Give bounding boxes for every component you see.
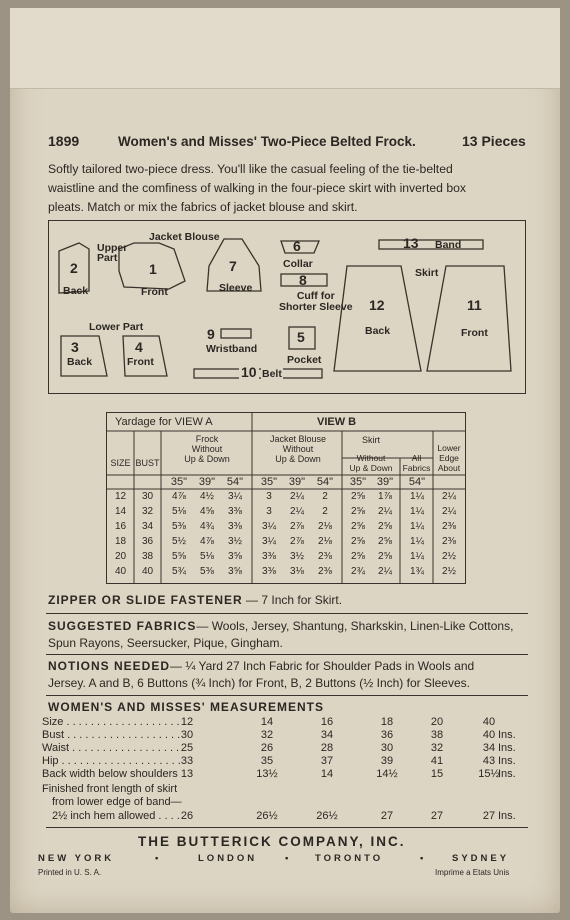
- piece-number: 3: [71, 339, 79, 355]
- yardage-cell: 3½: [228, 536, 242, 547]
- measure-unit: Ins.: [498, 729, 516, 741]
- measure-value: 40: [482, 716, 496, 728]
- zipper-text: — 7 Inch for Skirt.: [246, 593, 343, 607]
- yardage-cell: 3⅝: [228, 566, 242, 577]
- notions-text: Jersey. A and B, 6 Buttons (¾ Inch) for Front, B, 2 Buttons (½ Inch) for Sleeves.: [48, 676, 470, 690]
- yardage-cell: 5⅝: [172, 551, 186, 562]
- measure-value: 32: [430, 742, 444, 754]
- length-value: 27: [430, 810, 444, 822]
- measure-label: 2½ inch hem allowed . . . .: [52, 810, 180, 822]
- measure-label: from lower edge of band—: [52, 796, 182, 808]
- yardage-cell: 40: [141, 566, 154, 577]
- measure-label: Waist . . . . . . . . . . . . . . . . . .: [42, 742, 180, 754]
- yardage-view-b: VIEW B: [317, 416, 357, 428]
- description-line: pleats. Match or mix the fabrics of jacket blouse and skirt.: [48, 200, 358, 214]
- measure-value: 34: [482, 742, 496, 754]
- fabrics-text: Spun Rayons, Seersucker, Pique, Gingham.: [48, 636, 283, 650]
- measure-label: Size . . . . . . . . . . . . . . . . . . .: [42, 716, 180, 728]
- yardage-cell: 2: [322, 506, 328, 517]
- printed-note: Printed in U. S. A.: [38, 868, 102, 877]
- width-all: 54": [408, 476, 426, 488]
- bullet: •: [420, 853, 427, 864]
- fabrics-text: — Wools, Jersey, Shantung, Sharkskin, Linen-Like Cottons,: [196, 619, 514, 633]
- length-unit: Ins.: [498, 810, 516, 822]
- yardage-cell: 5⅜: [200, 566, 214, 577]
- piece-number: 11: [467, 297, 482, 313]
- measure-value: 14: [320, 768, 334, 780]
- measure-value: 34: [320, 729, 334, 741]
- yardage-cell: 2⅝: [378, 536, 392, 547]
- yardage-cell: 36: [141, 536, 154, 547]
- yardage-cell: 2⅞: [290, 536, 304, 547]
- pieces-count: 13 Pieces: [462, 133, 526, 149]
- col-size: SIZE: [110, 458, 131, 468]
- yardage-cell: 1¼: [410, 491, 424, 502]
- yardage-cell: 2⅝: [351, 536, 365, 547]
- zipper-section: [48, 592, 528, 609]
- yardage-cell: 12: [114, 491, 127, 502]
- yardage-cell: 5⅛: [200, 551, 214, 562]
- yardage-cell: 14: [114, 506, 127, 517]
- bullet: •: [285, 853, 292, 864]
- measure-value: 20: [430, 716, 444, 728]
- city: SYDNEY: [452, 853, 510, 864]
- pattern-pieces-diagram: [48, 220, 526, 394]
- measure-value: 15½: [478, 768, 500, 780]
- piece-number: 12: [369, 297, 385, 313]
- piece-label: Wristband: [206, 343, 258, 355]
- piece-label: Upper Part: [97, 242, 128, 264]
- measure-value: 35: [260, 755, 274, 767]
- width-a: 54": [226, 476, 244, 488]
- piece-number: 6: [293, 238, 301, 254]
- yardage-cell: 1⅞: [378, 491, 392, 502]
- measure-value: 30: [180, 729, 194, 741]
- piece-label: Skirt: [415, 267, 439, 279]
- piece-label: Jacket Blouse: [149, 231, 220, 243]
- yardage-cell: 5¾: [172, 566, 186, 577]
- col-skirt-without: Without Up & Down: [349, 453, 393, 473]
- company-name: THE BUTTERICK COMPANY, INC.: [138, 834, 406, 849]
- length-value: 27: [380, 810, 394, 822]
- city: TORONTO: [315, 853, 384, 864]
- yardage-cell: 3: [266, 491, 272, 502]
- yardage-cell: 2⅛: [318, 536, 332, 547]
- piece-label: Sleeve: [219, 282, 253, 294]
- imprime-note: Imprime a Etats Unis: [435, 868, 510, 877]
- yardage-cell: 4⅞: [200, 536, 214, 547]
- measure-unit: Ins.: [498, 742, 516, 754]
- piece-number: 2: [70, 260, 78, 276]
- piece-label: Band: [435, 239, 462, 251]
- yardage-view-a: Yardage for VIEW A: [115, 416, 213, 428]
- measure-value: 14½: [376, 768, 398, 780]
- measurements-table: [42, 716, 532, 828]
- piece-label: Back: [67, 356, 93, 368]
- yardage-cell: 16: [114, 521, 127, 532]
- yardage-cell: 2¼: [290, 506, 304, 517]
- yardage-table: [106, 412, 466, 584]
- yardage-cell: 2¼: [378, 566, 392, 577]
- measure-unit: Ins.: [498, 768, 516, 780]
- measure-value: 33: [180, 755, 194, 767]
- measure-value: 39: [380, 755, 394, 767]
- yardage-cell: 2⅝: [351, 491, 365, 502]
- notions-section: [48, 658, 528, 692]
- measure-value: 26: [260, 742, 274, 754]
- yardage-cell: 34: [141, 521, 154, 532]
- length-value: 26½: [316, 810, 338, 822]
- yardage-cell: 2¼: [442, 491, 456, 502]
- width-skirt: 35": [349, 476, 367, 488]
- yardage-cell: 2¾: [351, 566, 365, 577]
- yardage-cell: 5½: [172, 536, 186, 547]
- yardage-cell: 32: [141, 506, 154, 517]
- col-jacket: Jacket Blouse Without Up & Down: [269, 434, 327, 464]
- yardage-cell: 5⅛: [172, 506, 186, 517]
- piece-number: 1: [149, 261, 157, 277]
- piece-number: 5: [297, 329, 305, 345]
- yardage-cell: 3⅛: [290, 566, 304, 577]
- notions-heading: NOTIONS NEEDED: [48, 659, 171, 673]
- col-lower-edge: Lower Edge About: [437, 443, 461, 473]
- piece-label: Front: [461, 327, 488, 339]
- yardage-cell: 38: [141, 551, 154, 562]
- yardage-cell: 40: [114, 566, 127, 577]
- measure-value: 16: [320, 716, 334, 728]
- measure-value: 15: [430, 768, 444, 780]
- col-all-fabrics: All Fabrics: [402, 453, 431, 473]
- length-value: 26½: [256, 810, 278, 822]
- measure-value: 40: [482, 729, 496, 741]
- length-value: 27: [482, 810, 496, 822]
- piece-label: Back: [365, 325, 391, 337]
- pattern-number: 1899: [48, 133, 80, 149]
- yardage-cell: 20: [114, 551, 127, 562]
- yardage-cell: 1¼: [410, 536, 424, 547]
- width-b: 54": [316, 476, 334, 488]
- measurements-heading: WOMEN'S AND MISSES' MEASUREMENTS: [48, 700, 324, 714]
- yardage-cell: 2⅞: [290, 521, 304, 532]
- yardage-cell: 3⅜: [228, 521, 242, 532]
- piece-label: Lower Part: [89, 321, 144, 333]
- yardage-cell: 2½: [442, 551, 456, 562]
- fabrics-heading: SUGGESTED FABRICS: [48, 619, 197, 633]
- measure-value: 25: [180, 742, 194, 754]
- measure-value: 13: [180, 768, 194, 780]
- yardage-cell: 3⅜: [262, 566, 276, 577]
- width-a: 35": [170, 476, 188, 488]
- yardage-cell: 3⅝: [228, 551, 242, 562]
- yardage-cell: 2¼: [290, 491, 304, 502]
- bullet: •: [155, 853, 162, 864]
- yardage-cell: 2¼: [442, 506, 456, 517]
- yardage-cell: 3¼: [262, 536, 276, 547]
- divider: [46, 827, 528, 828]
- width-a: 39": [198, 476, 216, 488]
- divider: [46, 654, 528, 655]
- measure-label: Back width below shoulders: [42, 768, 178, 780]
- yardage-cell: 30: [141, 491, 154, 502]
- yardage-cell: 4⅝: [200, 506, 214, 517]
- measure-value: 13½: [256, 768, 278, 780]
- piece-label: Cuff for Shorter Sleeve: [279, 290, 353, 313]
- measure-value: 36: [380, 729, 394, 741]
- yardage-cell: 3⅜: [262, 551, 276, 562]
- divider: [46, 695, 528, 696]
- yardage-cell: 2⅜: [442, 536, 456, 547]
- piece-number: 9: [207, 326, 215, 342]
- piece-label: Front: [141, 286, 168, 298]
- yardage-cell: 2⅛: [318, 521, 332, 532]
- width-b: 39": [288, 476, 306, 488]
- measure-value: 41: [430, 755, 444, 767]
- col-bust: BUST: [135, 458, 160, 468]
- piece-number: 4: [135, 339, 143, 355]
- yardage-cell: 4⅞: [172, 491, 186, 502]
- piece-number: 7: [229, 258, 237, 274]
- length-value: 26: [180, 810, 194, 822]
- description-line: Softly tailored two-piece dress. You'll like the casual feeling of the tie-belted: [48, 162, 453, 176]
- measure-value: 37: [320, 755, 334, 767]
- piece-number: 13: [403, 235, 419, 251]
- yardage-cell: 3½: [290, 551, 304, 562]
- measure-value: 28: [320, 742, 334, 754]
- yardage-cell: 2½: [442, 566, 456, 577]
- fabrics-section: [48, 618, 528, 652]
- zipper-heading: ZIPPER OR SLIDE FASTENER: [48, 593, 243, 607]
- width-skirt: 39": [376, 476, 394, 488]
- col-skirt: Skirt: [362, 435, 380, 445]
- measure-label: Bust . . . . . . . . . . . . . . . . . . .: [42, 729, 181, 741]
- measure-label: Hip . . . . . . . . . . . . . . . . . . . .: [42, 755, 181, 767]
- pattern-title: Women's and Misses' Two-Piece Belted Frock.: [118, 134, 416, 149]
- width-b: 35": [260, 476, 278, 488]
- yardage-cell: 4¾: [200, 521, 214, 532]
- piece-label: Belt: [262, 368, 282, 380]
- yardage-cell: 2⅝: [351, 551, 365, 562]
- measure-value: 43: [482, 755, 496, 767]
- piece-label: Front: [127, 356, 154, 368]
- description-line: waistline and the comfiness of walking in the four-piece skirt with inverted box: [48, 181, 466, 195]
- piece-number: 10: [241, 364, 257, 380]
- yardage-cell: 1¼: [410, 521, 424, 532]
- measure-value: 18: [380, 716, 394, 728]
- envelope-flap: [10, 8, 560, 89]
- yardage-cell: 2⅝: [351, 506, 365, 517]
- yardage-cell: 3⅜: [228, 506, 242, 517]
- yardage-cell: 5⅜: [172, 521, 186, 532]
- yardage-cell: 2⅝: [378, 551, 392, 562]
- notions-text: — ¼ Yard 27 Inch Fabric for Shoulder Pads in Wools and: [170, 659, 475, 673]
- measure-value: 12: [180, 716, 194, 728]
- measure-unit: Ins.: [498, 755, 516, 767]
- col-frock: Frock Without Up & Down: [184, 434, 230, 464]
- measurements-heading-wrap: [48, 699, 528, 716]
- piece-label: Pocket: [287, 354, 322, 366]
- yardage-cell: 2⅜: [318, 566, 332, 577]
- yardage-cell: 2⅝: [351, 521, 365, 532]
- yardage-cell: 1¼: [410, 551, 424, 562]
- yardage-cell: 2⅝: [378, 521, 392, 532]
- yardage-cell: 1¼: [410, 506, 424, 517]
- piece-label: Back: [63, 285, 89, 297]
- yardage-cell: 2⅜: [318, 551, 332, 562]
- yardage-cell: 2⅜: [442, 521, 456, 532]
- measure-value: 38: [430, 729, 444, 741]
- measure-value: 32: [260, 729, 274, 741]
- yardage-cell: 2: [322, 491, 328, 502]
- yardage-cell: 2¼: [378, 506, 392, 517]
- city: LONDON: [198, 853, 258, 864]
- measure-value: 14: [260, 716, 274, 728]
- measure-value: 30: [380, 742, 394, 754]
- yardage-cell: 1¾: [410, 566, 424, 577]
- city: NEW YORK: [38, 853, 115, 864]
- yardage-cell: 3¼: [228, 491, 242, 502]
- yardage-cell: 3: [266, 506, 272, 517]
- yardage-cell: 3¼: [262, 521, 276, 532]
- measure-label: Finished front length of skirt: [42, 783, 178, 795]
- yardage-cell: 18: [114, 536, 127, 547]
- yardage-cell: 4½: [200, 491, 214, 502]
- description: [48, 160, 526, 217]
- piece-label: Collar: [283, 258, 313, 270]
- piece-number: 8: [299, 272, 307, 288]
- divider: [46, 613, 528, 614]
